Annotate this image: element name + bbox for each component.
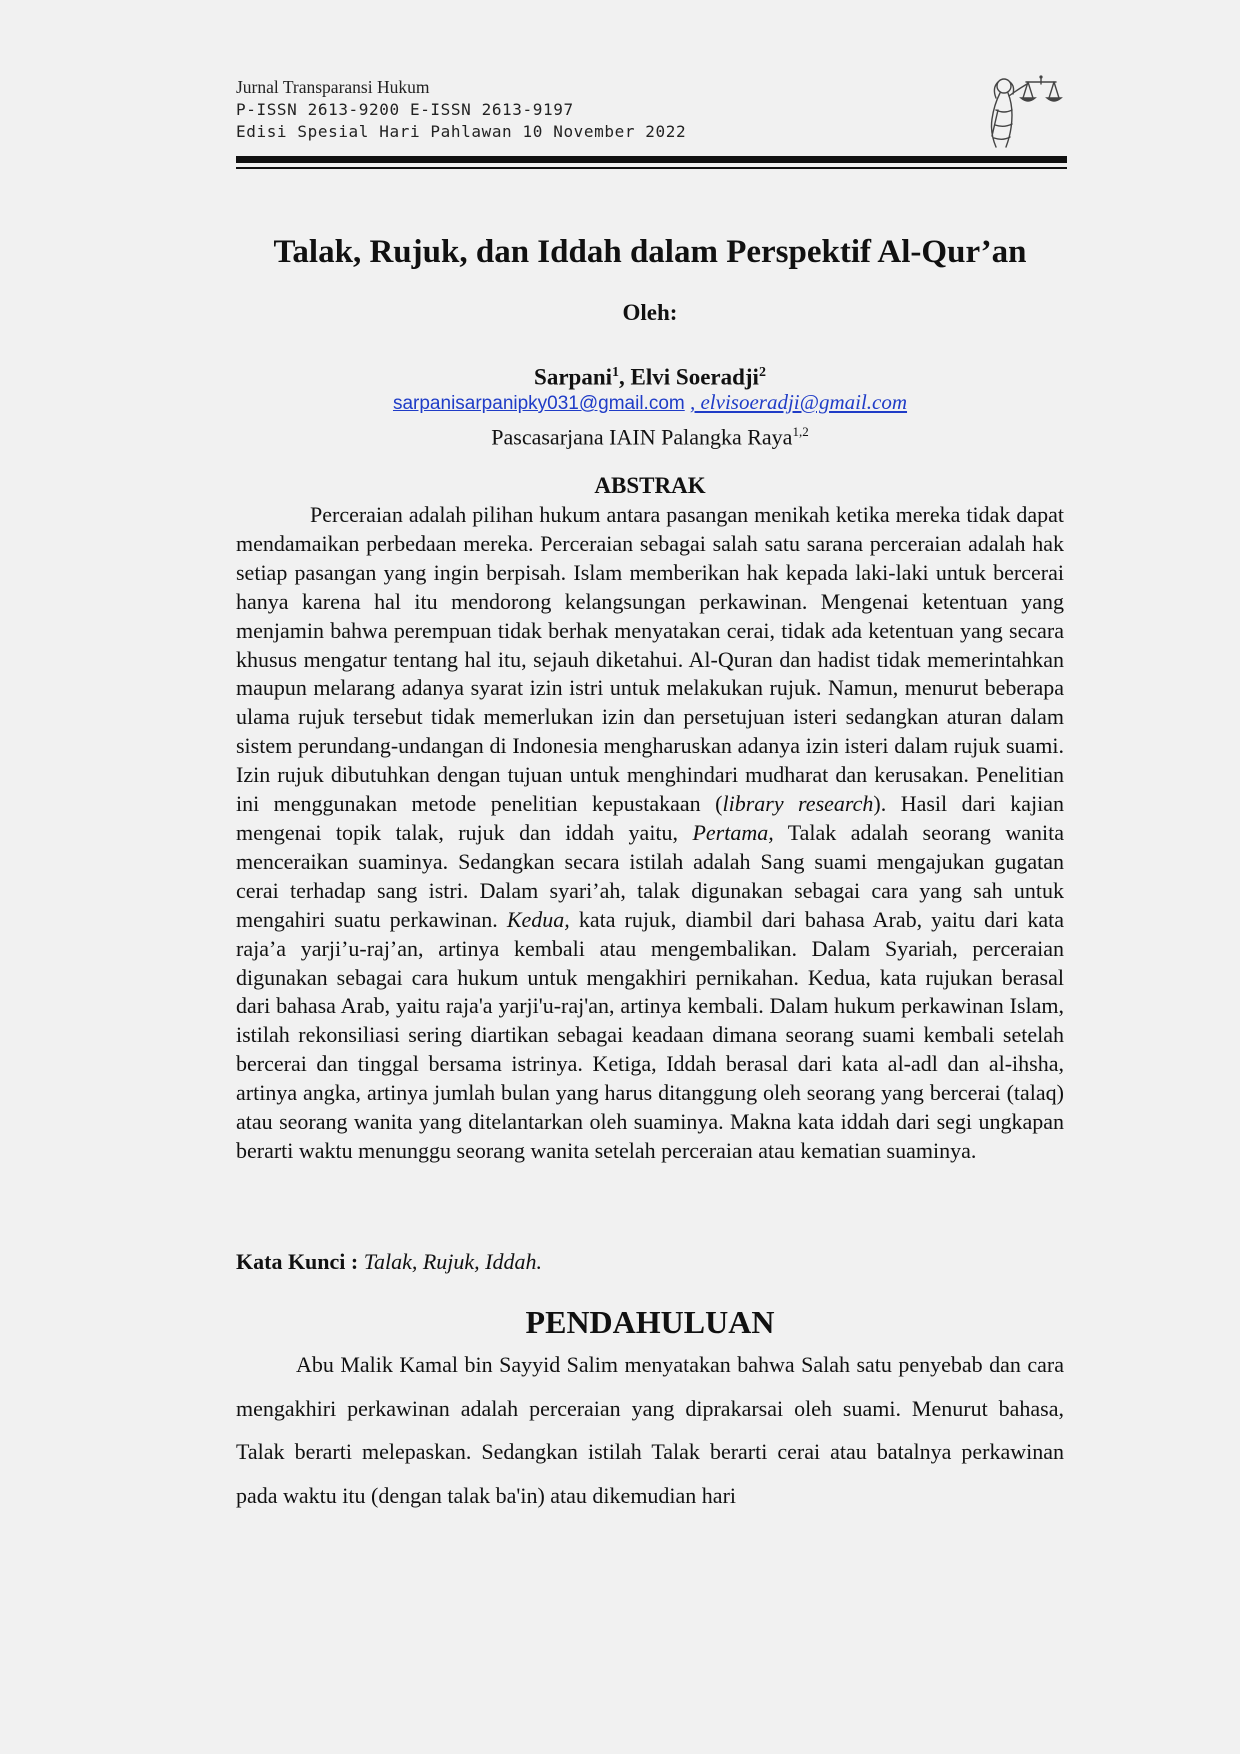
email-link-elvi[interactable]: , elvisoeradji@gmail.com [689,390,908,414]
header-rule-thin [236,167,1067,169]
abstract-emphasis: Pertama, [692,819,774,845]
journal-header [236,76,686,144]
pendahuluan-paragraph: Abu Malik Kamal bin Sayyid Salim menyatakan bahwa Salah satu penyebab dan cara mengakhiri perkawinan adalah perceraian yang diprakarsai oleh suami. Menurut bahasa, Talak berarti melepaskan. Sedangkan istilah Talak berarti cerai atau batalnya perkawinan pada waktu itu (dengan talak ba'in) atau dikemudian hari [236,1352,1064,1508]
keywords-value: Talak, Rujuk, Iddah. [363,1249,542,1274]
byline-label: Oleh: [622,300,678,325]
journal-issn: P-ISSN 2613-9200 E-ISSN 2613-9197 [236,99,574,119]
abstract-paragraph [236,501,1064,1166]
paper-title: Talak, Rujuk, dan Iddah dalam Perspektif Al-Qur’an [273,234,1027,270]
author-affil-mark: 2 [758,365,766,380]
journal-edition: Edisi Spesial Hari Pahlawan 10 November 2022 [236,122,687,141]
author-name: Elvi Soeradji [630,364,759,390]
author-separator: , [619,364,631,390]
keywords [236,1248,1064,1276]
author-affil-mark: 1 [612,365,620,380]
abstract-text: Talak adalah seorang wanita menceraikan suaminya. Sedangkan secara istilah adalah Sang suami mengajukan gugatan cerai terhadap sang istri. Dalam syari’ah, talak digunakan sebagai cara yang sah untuk mengahiri suatu perkawinan. [236,819,1064,932]
abstract-emphasis: library research [722,791,874,817]
abstract-heading: ABSTRAK [594,473,706,498]
abstract-emphasis: Kedua, [506,906,570,932]
section-heading-pendahuluan: PENDAHULUAN [525,1304,775,1340]
email-link-sarpani[interactable]: sarpanisarpanipky031@gmail.com [392,393,685,414]
author-emails [236,388,1064,418]
abstract-text: Perceraian adalah pilihan hukum antara pasangan menikah ketika mereka tidak dapat mendamaikan perbedaan mereka. Perceraian sebagai salah satu sarana perceraian adalah hak setiap pasangan yang ingin berpisah. Islam memberikan hak kepada laki-laki untuk bercerai hanya karena hal itu mendorong kelangsungan perkawinan. Mengenai ketentuan yang menjamin bahwa perempuan tidak berhak menyatakan cerai, tidak ada ketentuan yang secara khusus mengatur tentang hal itu, sejauh diketahui. Al-Quran dan hadist tidak memerintahkan maupun melarang adanya syarat izin istri untuk melakukan rujuk. Namun, menurut beberapa ulama rujuk tersebut tidak memerlukan izin dan persetujuan isteri sedangkan aturan dalam sistem perundang-undangan di Indonesia mengharuskan adanya izin isteri dalam rujuk suami. Izin rujuk dibutuhkan dengan tujuan untuk menghindari mudharat dan kerusakan. Penelitian ini menggunakan metode penelitian kepustakaan ( [236,502,1064,817]
abstract-text: ). Hasil dari kajian mengenai topik talak, rujuk dan iddah yaitu, [236,791,1064,845]
header-rule-thick [236,156,1067,163]
author-name: Sarpani [534,364,613,390]
abstract-text: kata rujuk, diambil dari bahasa Arab, yaitu dari kata raja’a yarji’u-raj’an, artinya kembali atau mengembalikan. Dalam Syariah, perceraian digunakan sebagai cara hukum untuk mengakhiri pernikahan. Kedua, kata rujukan berasal dari bahasa Arab, yaitu raja'a yarji'u-raj'an, artinya kembali. Dalam hukum perkawinan Islam, istilah rekonsiliasi sering diartikan sebagai keadaan dimana seorang suami kembali setelah bercerai dan tinggal bersama istrinya. Ketiga, Iddah berasal dari kata al-adl dan al-ihsha, artinya angka, artinya jumlah bulan yang harus ditanggung oleh seorang yang bercerai (talaq) atau seorang wanita yang ditelantarkan oleh suaminya. Makna kata iddah dari segi ungkapan berarti waktu menunggu seorang wanita setelah perceraian atau kematian suaminya. [236,906,1064,1163]
affiliation-text: Pascasarjana IAIN Palangka Raya [491,424,793,450]
affiliation [236,417,1064,452]
journal-name: Jurnal Transparansi Hukum [236,77,430,97]
affiliation-marks: 1,2 [792,424,809,439]
abstract-body [236,501,1064,1166]
keywords-label: Kata Kunci : [236,1249,359,1274]
lady-justice-scales-icon [976,70,1064,150]
pendahuluan-body [236,1343,1064,1517]
